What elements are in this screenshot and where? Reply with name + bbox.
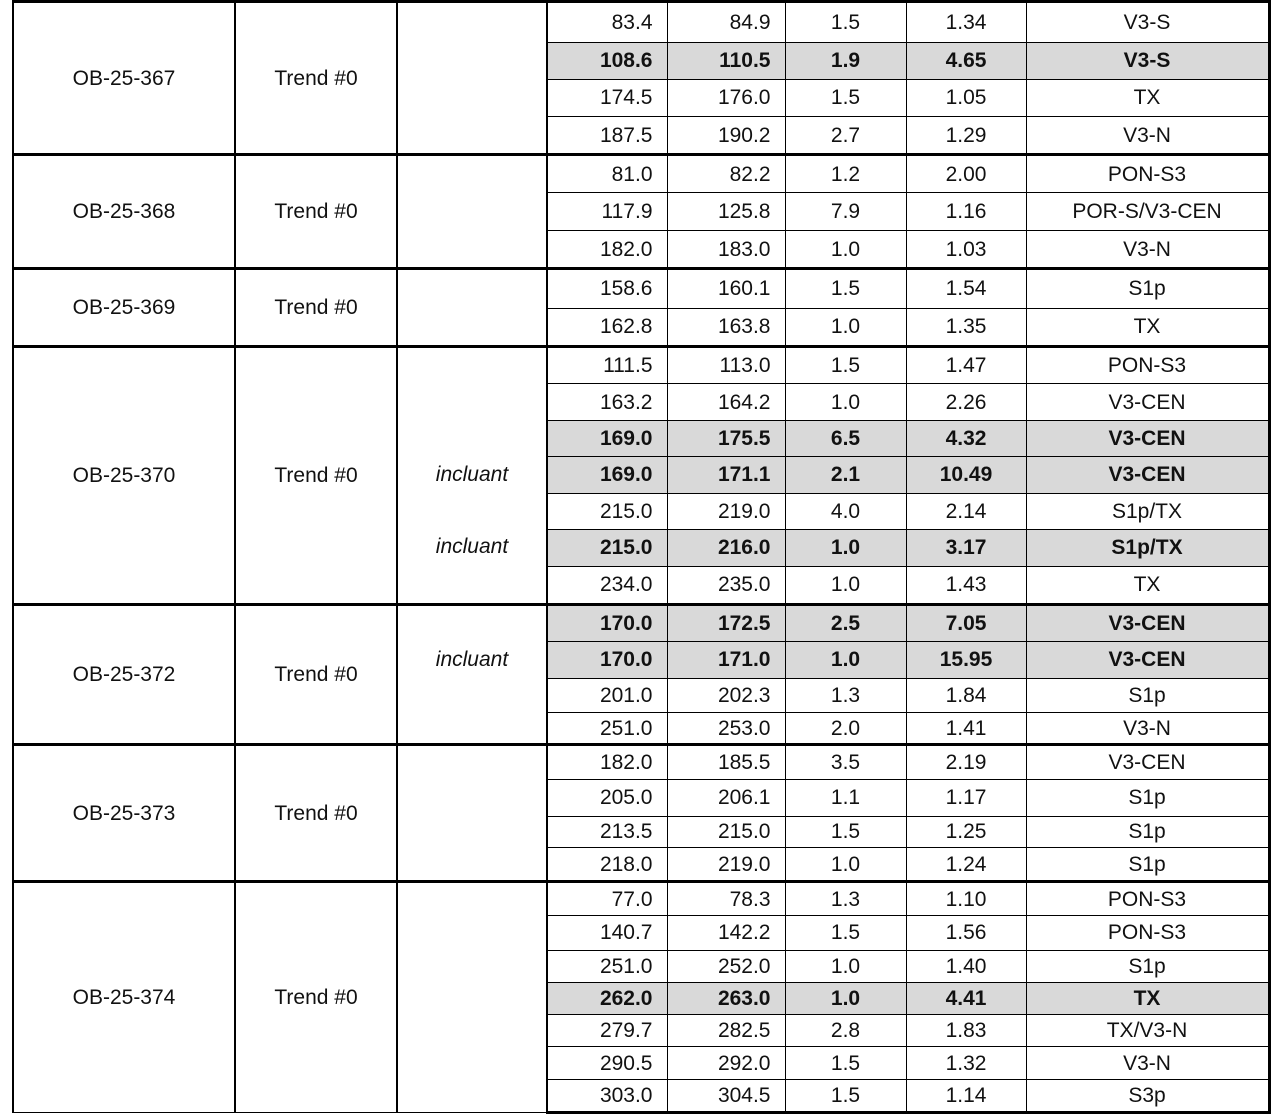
length-cell: 1.5	[785, 916, 906, 950]
zone-cell: V3-N	[1026, 1047, 1269, 1079]
from-cell: 251.0	[547, 950, 667, 982]
to-cell: 216.0	[667, 530, 785, 566]
length-cell: 1.5	[785, 1047, 906, 1079]
zone-cell: V3-N	[1026, 713, 1269, 745]
from-cell: 170.0	[547, 641, 667, 678]
from-cell: 83.4	[547, 2, 667, 43]
zone-cell: S3p	[1026, 1079, 1269, 1112]
to-cell: 253.0	[667, 713, 785, 745]
length-cell: 1.5	[785, 347, 906, 384]
note-cell	[397, 605, 547, 745]
zone-cell: S1p	[1026, 950, 1269, 982]
grade-cell: 15.95	[906, 641, 1026, 678]
grade-cell: 1.40	[906, 950, 1026, 982]
from-cell: 234.0	[547, 566, 667, 604]
zone-cell: TX	[1026, 79, 1269, 117]
length-cell: 1.0	[785, 982, 906, 1014]
from-cell: 169.0	[547, 457, 667, 493]
grade-cell: 1.83	[906, 1015, 1026, 1047]
length-cell: 1.1	[785, 779, 906, 816]
grade-cell: 7.05	[906, 605, 1026, 642]
zone-cell: PON-S3	[1026, 155, 1269, 193]
grade-cell: 1.14	[906, 1079, 1026, 1112]
from-cell: 163.2	[547, 384, 667, 420]
hole-id-cell: OB-25-367	[13, 2, 235, 155]
grade-cell: 4.32	[906, 420, 1026, 456]
grade-cell: 10.49	[906, 457, 1026, 493]
to-cell: 164.2	[667, 384, 785, 420]
to-cell: 160.1	[667, 269, 785, 309]
trend-cell: Trend #0	[235, 745, 397, 882]
zone-cell: V3-CEN	[1026, 641, 1269, 678]
hole-id-cell: OB-25-372	[13, 605, 235, 745]
from-cell: 251.0	[547, 713, 667, 745]
zone-cell: V3-CEN	[1026, 457, 1269, 493]
from-cell: 182.0	[547, 231, 667, 269]
to-cell: 219.0	[667, 848, 785, 882]
table-row	[13, 882, 1269, 916]
from-cell: 187.5	[547, 117, 667, 155]
grade-cell: 1.41	[906, 713, 1026, 745]
to-cell: 202.3	[667, 678, 785, 713]
zone-cell: V3-CEN	[1026, 745, 1269, 780]
zone-cell: TX	[1026, 566, 1269, 604]
grade-cell: 1.56	[906, 916, 1026, 950]
length-cell: 1.5	[785, 816, 906, 848]
zone-cell: S1p/TX	[1026, 493, 1269, 529]
hole-id-cell: OB-25-368	[13, 155, 235, 269]
to-cell: 235.0	[667, 566, 785, 604]
from-cell: 182.0	[547, 745, 667, 780]
from-cell: 215.0	[547, 530, 667, 566]
length-cell: 1.0	[785, 384, 906, 420]
to-cell: 215.0	[667, 816, 785, 848]
length-cell: 1.0	[785, 530, 906, 566]
to-cell: 190.2	[667, 117, 785, 155]
from-cell: 170.0	[547, 605, 667, 642]
from-cell: 205.0	[547, 779, 667, 816]
length-cell: 4.0	[785, 493, 906, 529]
trend-cell: Trend #0	[235, 2, 397, 155]
grade-cell: 1.03	[906, 231, 1026, 269]
to-cell: 183.0	[667, 231, 785, 269]
grade-cell: 1.16	[906, 193, 1026, 231]
zone-cell: V3-CEN	[1026, 384, 1269, 420]
grade-cell: 2.26	[906, 384, 1026, 420]
trend-cell: Trend #0	[235, 269, 397, 347]
hole-id-cell: OB-25-370	[13, 347, 235, 605]
length-cell: 6.5	[785, 420, 906, 456]
zone-cell: V3-CEN	[1026, 420, 1269, 456]
hole-id-cell: OB-25-369	[13, 269, 235, 347]
to-cell: 171.0	[667, 641, 785, 678]
trend-cell: Trend #0	[235, 347, 397, 605]
to-cell: 113.0	[667, 347, 785, 384]
zone-cell: PON-S3	[1026, 916, 1269, 950]
to-cell: 163.8	[667, 308, 785, 346]
from-cell: 290.5	[547, 1047, 667, 1079]
to-cell: 292.0	[667, 1047, 785, 1079]
from-cell: 111.5	[547, 347, 667, 384]
from-cell: 201.0	[547, 678, 667, 713]
zone-cell: V3-N	[1026, 231, 1269, 269]
grade-cell: 4.41	[906, 982, 1026, 1014]
length-cell: 1.5	[785, 79, 906, 117]
note-cell	[397, 2, 547, 155]
grade-cell: 1.24	[906, 848, 1026, 882]
length-cell: 1.2	[785, 155, 906, 193]
length-cell: 2.8	[785, 1015, 906, 1047]
zone-cell: S1p	[1026, 269, 1269, 309]
length-cell: 1.0	[785, 308, 906, 346]
length-cell: 1.0	[785, 231, 906, 269]
to-cell: 82.2	[667, 155, 785, 193]
grade-cell: 1.43	[906, 566, 1026, 604]
hole-id-cell: OB-25-373	[13, 745, 235, 882]
grade-cell: 1.47	[906, 347, 1026, 384]
grade-cell: 1.54	[906, 269, 1026, 309]
from-cell: 117.9	[547, 193, 667, 231]
zone-cell: S1p	[1026, 816, 1269, 848]
zone-cell: V3-S	[1026, 2, 1269, 43]
length-cell: 2.5	[785, 605, 906, 642]
from-cell: 174.5	[547, 79, 667, 117]
length-cell: 2.0	[785, 713, 906, 745]
note-cell	[397, 269, 547, 347]
trend-cell: Trend #0	[235, 605, 397, 745]
table-row	[13, 745, 1269, 780]
grade-cell: 1.34	[906, 2, 1026, 43]
table-row	[13, 2, 1269, 43]
zone-cell: V3-S	[1026, 42, 1269, 79]
to-cell: 206.1	[667, 779, 785, 816]
zone-cell: POR-S/V3-CEN	[1026, 193, 1269, 231]
grade-cell: 1.10	[906, 882, 1026, 916]
from-cell: 279.7	[547, 1015, 667, 1047]
from-cell: 303.0	[547, 1079, 667, 1112]
to-cell: 175.5	[667, 420, 785, 456]
table-row	[13, 269, 1269, 309]
from-cell: 213.5	[547, 816, 667, 848]
from-cell: 169.0	[547, 420, 667, 456]
length-cell: 1.0	[785, 950, 906, 982]
to-cell: 84.9	[667, 2, 785, 43]
to-cell: 304.5	[667, 1079, 785, 1112]
to-cell: 172.5	[667, 605, 785, 642]
from-cell: 108.6	[547, 42, 667, 79]
length-cell: 1.5	[785, 269, 906, 309]
from-cell: 162.8	[547, 308, 667, 346]
note-label: incluant	[435, 648, 509, 671]
from-cell: 81.0	[547, 155, 667, 193]
grade-cell: 4.65	[906, 42, 1026, 79]
grade-cell: 1.05	[906, 79, 1026, 117]
length-cell: 1.0	[785, 566, 906, 604]
length-cell: 7.9	[785, 193, 906, 231]
grade-cell: 2.00	[906, 155, 1026, 193]
length-cell: 1.9	[785, 42, 906, 79]
table-row	[13, 155, 1269, 193]
grade-cell: 1.29	[906, 117, 1026, 155]
grade-cell: 1.25	[906, 816, 1026, 848]
length-cell: 1.3	[785, 678, 906, 713]
zone-cell: S1p/TX	[1026, 530, 1269, 566]
length-cell: 3.5	[785, 745, 906, 780]
trend-cell: Trend #0	[235, 882, 397, 1113]
grade-cell: 1.17	[906, 779, 1026, 816]
zone-cell: PON-S3	[1026, 882, 1269, 916]
zone-cell: S1p	[1026, 678, 1269, 713]
zone-cell: TX	[1026, 308, 1269, 346]
note-cell	[397, 882, 547, 1113]
note-cell	[397, 745, 547, 882]
zone-cell: S1p	[1026, 779, 1269, 816]
to-cell: 252.0	[667, 950, 785, 982]
from-cell: 158.6	[547, 269, 667, 309]
table-row	[13, 347, 1269, 384]
grade-cell: 2.19	[906, 745, 1026, 780]
grade-cell: 3.17	[906, 530, 1026, 566]
note-label: incluant	[435, 463, 509, 486]
to-cell: 185.5	[667, 745, 785, 780]
zone-cell: PON-S3	[1026, 347, 1269, 384]
table-body	[13, 2, 1269, 1113]
length-cell: 2.7	[785, 117, 906, 155]
from-cell: 215.0	[547, 493, 667, 529]
length-cell: 1.5	[785, 1079, 906, 1112]
to-cell: 282.5	[667, 1015, 785, 1047]
length-cell: 1.0	[785, 641, 906, 678]
grade-cell: 1.84	[906, 678, 1026, 713]
note-label: incluant	[435, 535, 509, 558]
note-cell	[397, 155, 547, 269]
length-cell: 1.0	[785, 848, 906, 882]
hole-id-cell: OB-25-374	[13, 882, 235, 1113]
grade-cell: 2.14	[906, 493, 1026, 529]
to-cell: 110.5	[667, 42, 785, 79]
to-cell: 171.1	[667, 457, 785, 493]
table-row	[13, 605, 1269, 642]
to-cell: 176.0	[667, 79, 785, 117]
from-cell: 262.0	[547, 982, 667, 1014]
zone-cell: TX/V3-N	[1026, 1015, 1269, 1047]
to-cell: 78.3	[667, 882, 785, 916]
zone-cell: S1p	[1026, 848, 1269, 882]
note-cell	[397, 347, 547, 605]
grade-cell: 1.32	[906, 1047, 1026, 1079]
to-cell: 219.0	[667, 493, 785, 529]
drill-results-table	[12, 0, 1271, 1114]
length-cell: 1.3	[785, 882, 906, 916]
zone-cell: TX	[1026, 982, 1269, 1014]
length-cell: 1.5	[785, 2, 906, 43]
zone-cell: V3-N	[1026, 117, 1269, 155]
trend-cell: Trend #0	[235, 155, 397, 269]
grade-cell: 1.35	[906, 308, 1026, 346]
from-cell: 140.7	[547, 916, 667, 950]
from-cell: 218.0	[547, 848, 667, 882]
from-cell: 77.0	[547, 882, 667, 916]
zone-cell: V3-CEN	[1026, 605, 1269, 642]
length-cell: 2.1	[785, 457, 906, 493]
to-cell: 263.0	[667, 982, 785, 1014]
to-cell: 142.2	[667, 916, 785, 950]
to-cell: 125.8	[667, 193, 785, 231]
